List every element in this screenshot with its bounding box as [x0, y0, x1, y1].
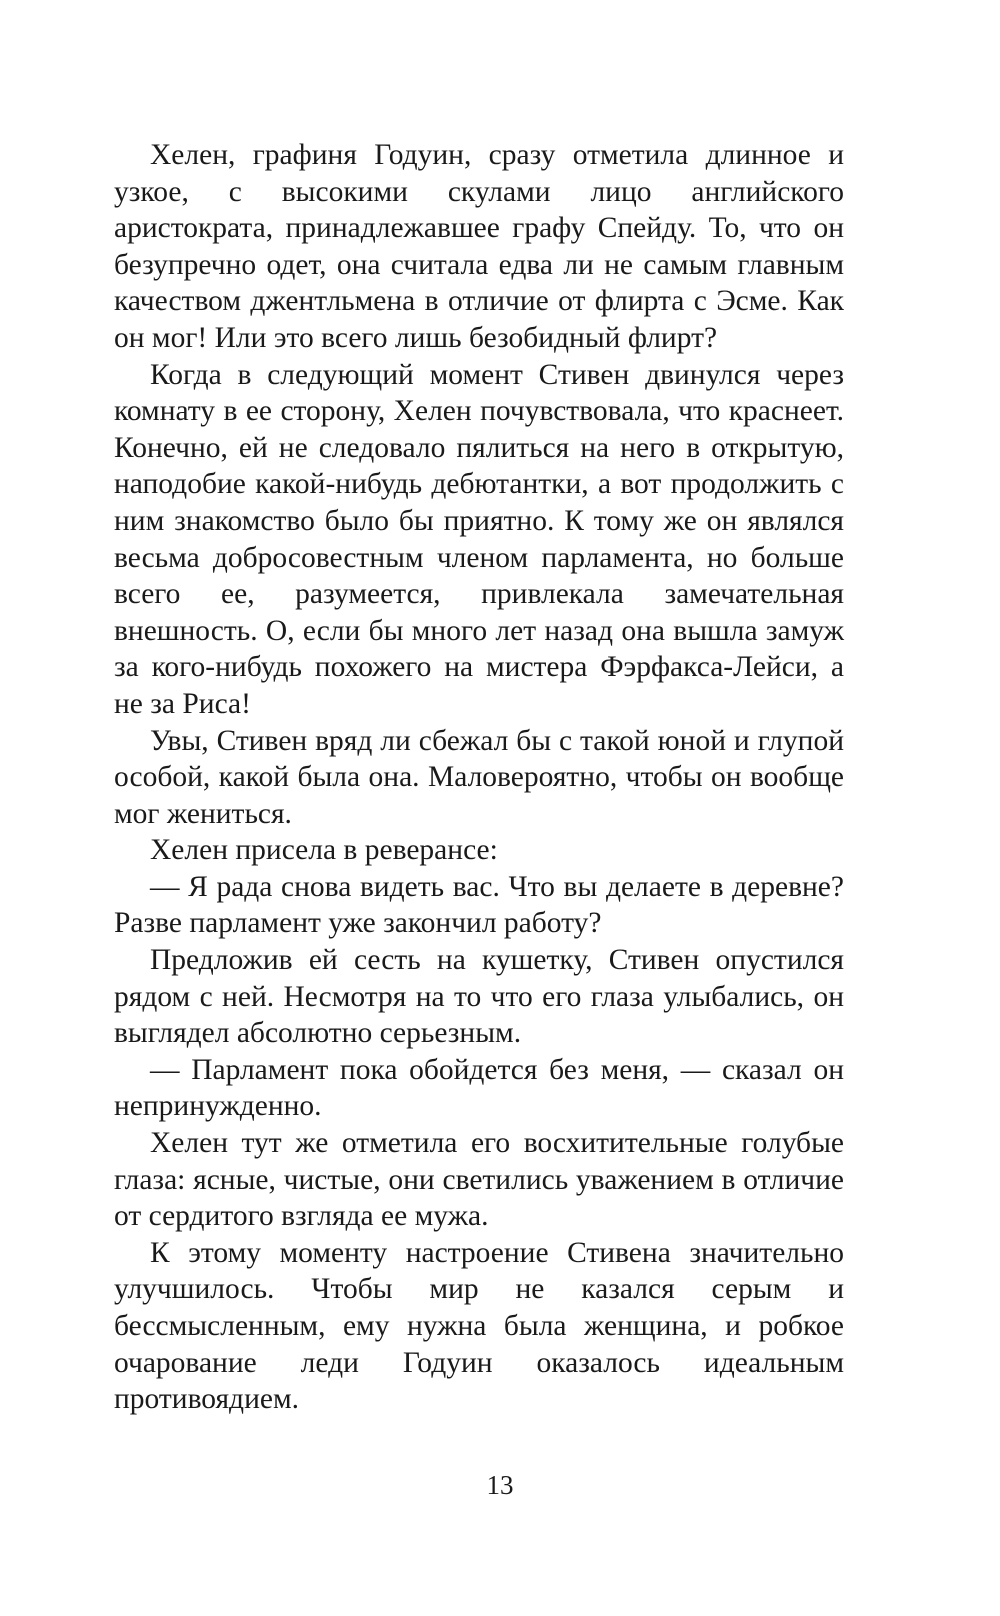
body-text — [114, 137, 844, 1418]
paragraph-2: Когда в следующий момент Стивен двинулся через комнату в ее сторону, Хелен почувствовала, что краснеет. Конечно, ей не следовало пялиться на него в открытую, наподобие какой-нибудь дебютантки, а вот продолжить с ним знакомство было бы приятно. К тому же он являлся весьма добросовестным членом парламента, но больше всего ее, разумеется, привлекала замечательная внешность. О, если бы много лет назад она вышла замуж за кого-нибудь похожего на мистера Фэрфакса-Лейси, а не за Риса! — [114, 358, 844, 720]
paragraph-7: — Парламент пока обойдется без меня, — сказал он непринужденно. — [114, 1053, 844, 1123]
paragraph-9: К этому моменту настроение Стивена значительно улучшилось. Чтобы мир не казался серым и бессмысленным, ему нужна была женщина, и робкое очарование леди Годуин оказалось идеальным противоядием. — [114, 1236, 844, 1416]
paragraph-1: Хелен, графиня Годуин, сразу отметила длинное и узкое, с высокими скулами лицо английского аристократа, принадлежавшее графу Спейду. То, что он безупречно одет, она считала едва ли не самым главным качеством джентльмена в отличие от флирта с Эсме. Как он мог! Или это всего лишь безобидный флирт? — [114, 139, 844, 354]
paragraph-3: Увы, Стивен вряд ли сбежал бы с такой юной и глупой особой, какой была она. Маловероятно, чтобы он вообще мог жениться. — [114, 724, 844, 830]
paragraph-5: — Я рада снова видеть вас. Что вы делаете в деревне? Разве парламент уже закончил работу? — [114, 870, 844, 940]
page-number: 13 — [486, 1470, 514, 1500]
paragraph-8: Хелен тут же отметила его восхитительные голубые глаза: ясные, чистые, они светились уважением в отличие от сердитого взгляда ее мужа. — [114, 1127, 844, 1233]
paragraph-6: Предложив ей сесть на кушетку, Стивен опустился рядом с ней. Несмотря на то что его глаза улыбались, он выглядел абсолютно серьезным. — [114, 944, 844, 1050]
paragraph-4: Хелен присела в реверансе: — [150, 834, 498, 867]
